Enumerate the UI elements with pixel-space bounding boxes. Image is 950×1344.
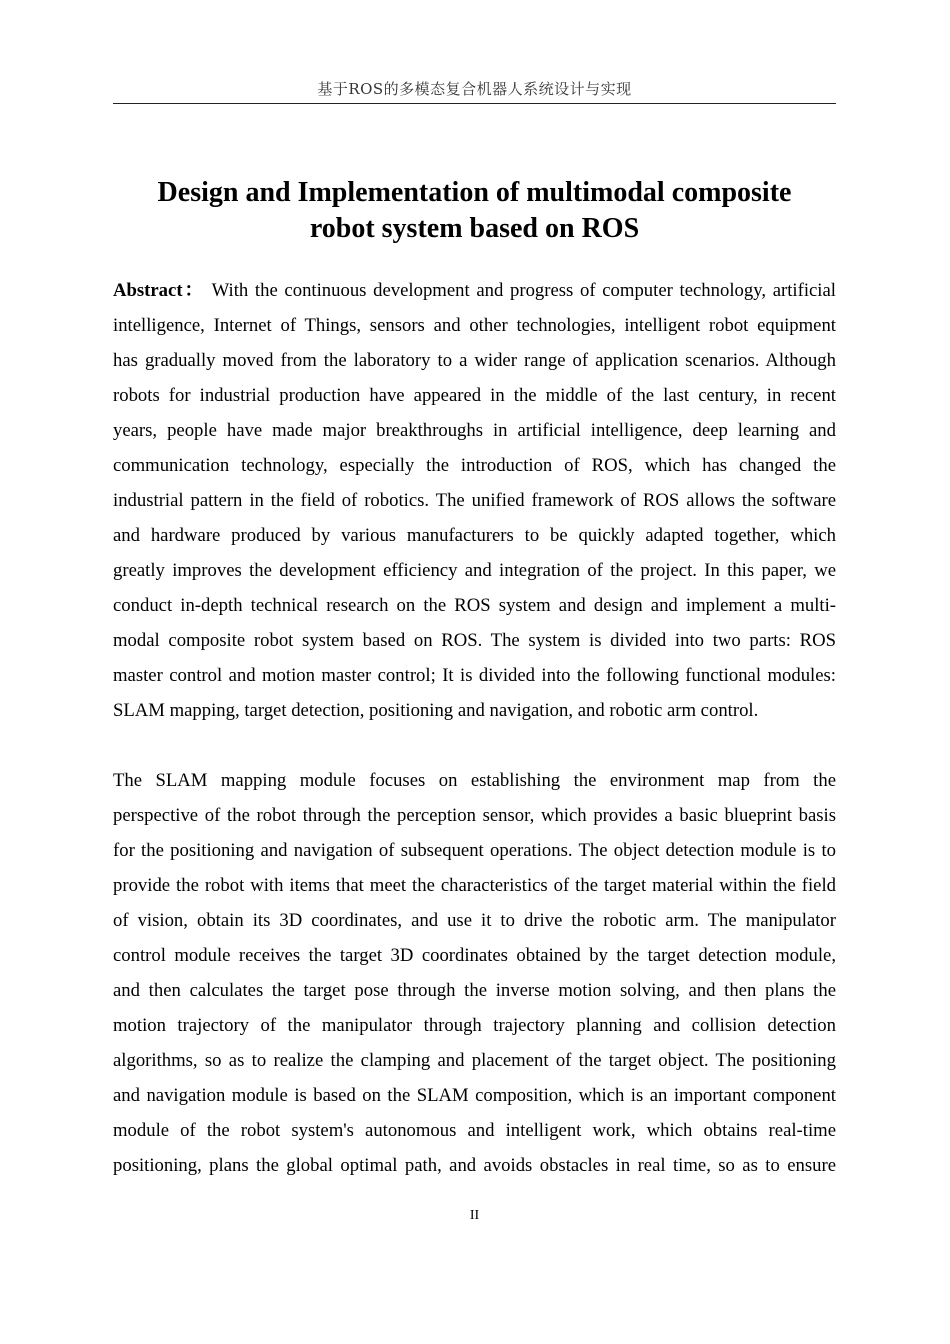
body-line: The SLAM mapping module focuses on establishing the environment map from the (113, 770, 836, 791)
running-header: 基于ROS的多模态复合机器人系统设计与实现 (317, 80, 632, 98)
body-line: provide the robot with items that meet the characteristics of the target material within the field (113, 875, 836, 896)
abstract-line: intelligence, Internet of Things, sensors and other technologies, intelligent robot equipment (113, 315, 836, 336)
abstract-line: SLAM mapping, target detection, positioning and navigation, and robotic arm control. (113, 700, 759, 721)
abstract-text: With the continuous development and progress of computer technology, artificial (205, 280, 836, 301)
body-line: control module receives the target 3D coordinates obtained by the target detection module, (113, 945, 836, 966)
paper-title (113, 175, 836, 247)
body-line: motion trajectory of the manipulator through trajectory planning and collision detection (113, 1015, 836, 1036)
abstract-line: master control and motion master control; It is divided into the following functional modules: (113, 665, 836, 686)
abstract-line: years, people have made major breakthroughs in artificial intelligence, deep learning and (113, 420, 836, 441)
abstract-line: and hardware produced by various manufacturers to be quickly adapted together, which (113, 525, 836, 546)
abstract-line: greatly improves the development efficiency and integration of the project. In this paper, we (113, 560, 836, 581)
abstract-line: robots for industrial production have appeared in the middle of the last century, in recent (113, 385, 836, 406)
abstract-paragraph (113, 273, 836, 728)
body-paragraph (113, 763, 836, 1183)
abstract-line: industrial pattern in the field of robotics. The unified framework of ROS allows the software (113, 490, 836, 511)
abstract-line: has gradually moved from the laboratory to a wider range of application scenarios. Although (113, 350, 836, 371)
page-number: II (469, 1208, 480, 1223)
body-line: algorithms, so as to realize the clamping and placement of the target object. The positioning (113, 1050, 836, 1071)
abstract-label: Abstract： (113, 280, 206, 301)
body-line: positioning, plans the global optimal path, and avoids obstacles in real time, so as to ensure (113, 1155, 836, 1176)
body-line: of vision, obtain its 3D coordinates, and use it to drive the robotic arm. The manipulator (113, 910, 836, 931)
body-line: and navigation module is based on the SLAM composition, which is an important component (113, 1085, 836, 1106)
abstract-line: modal composite robot system based on ROS. The system is divided into two parts: ROS (113, 630, 836, 651)
abstract-line: conduct in-depth technical research on the ROS system and design and implement a multi- (113, 595, 836, 616)
title-line: Design and Implementation of multimodal composite (157, 177, 792, 208)
body-line: perspective of the robot through the perception sensor, which provides a basic blueprint basis (113, 805, 836, 826)
abstract-line: communication technology, especially the introduction of ROS, which has changed the (113, 455, 836, 476)
header-rule (113, 103, 836, 104)
abstract-line (113, 273, 836, 308)
body-line: for the positioning and navigation of subsequent operations. The object detection module is to (113, 840, 836, 861)
body-line: module of the robot system's autonomous and intelligent work, which obtains real-time (113, 1120, 836, 1141)
body-line: and then calculates the target pose through the inverse motion solving, and then plans the (113, 980, 836, 1001)
title-line: robot system based on ROS (309, 213, 640, 244)
